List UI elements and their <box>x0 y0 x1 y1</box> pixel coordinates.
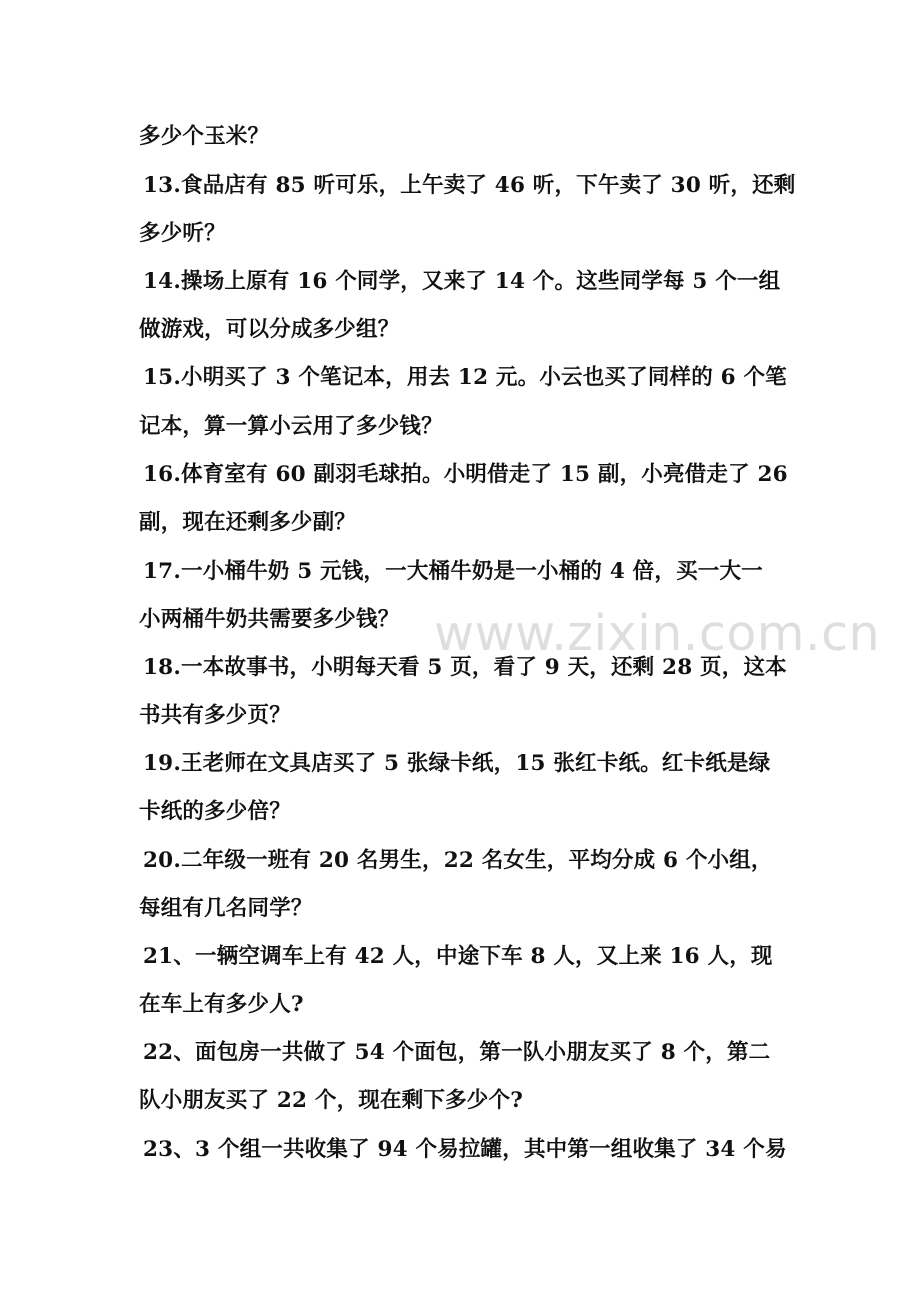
problem-20-line-1: 20.二年级一班有 20 名男生，22 名女生，平均分成 6 个小组， <box>143 848 773 873</box>
problem-23-line-1: 23、3 个组一共收集了 94 个易拉罐，其中第一组收集了 34 个易 <box>143 1137 787 1162</box>
problem-18-line-1: 18.一本故事书，小明每天看 5 页，看了 9 天，还剩 28 页，这本 <box>143 655 787 680</box>
problem-17-line-1: 17.一小桶牛奶 5 元钱，一大桶牛奶是一小桶的 4 倍，买一大一 <box>143 559 763 584</box>
problem-17-line-2: 小两桶牛奶共需要多少钱？ <box>139 607 400 632</box>
watermark: www.zixin.com.cn <box>434 605 881 662</box>
problem-22-line-2: 队小朋友买了 22 个，现在剩下多少个? <box>139 1088 523 1113</box>
problem-16-line-1: 16.体育室有 60 副羽毛球拍。小明借走了 15 副，小亮借走了 26 <box>143 462 788 487</box>
text-line-1: 多少个玉米？ <box>139 124 270 149</box>
problem-15-line-2: 记本，算一算小云用了多少钱？ <box>139 414 443 439</box>
problem-13-line-2: 多少听？ <box>139 221 226 246</box>
problem-13-line-1: 13.食品店有 85 听可乐，上午卖了 46 听，下午卖了 30 听，还剩 <box>143 173 796 198</box>
problem-20-line-2: 每组有几名同学？ <box>139 896 313 921</box>
problem-18-line-2: 书共有多少页？ <box>139 703 291 728</box>
problem-22-line-1: 22、面包房一共做了 54 个面包，第一队小朋友买了 8 个，第二 <box>143 1040 771 1065</box>
problem-19-line-2: 卡纸的多少倍？ <box>139 799 291 824</box>
problem-14-line-1: 14.操场上原有 16 个同学，又来了 14 个。这些同学每 5 个一组 <box>143 269 781 294</box>
problem-21-line-1: 21、一辆空调车上有 42 人，中途下车 8 人，又上来 16 人，现 <box>143 944 773 969</box>
problem-14-line-2: 做游戏，可以分成多少组？ <box>139 317 400 342</box>
problem-16-line-2: 副，现在还剩多少副？ <box>139 510 357 535</box>
problem-15-line-1: 15.小明买了 3 个笔记本，用去 12 元。小云也买了同样的 6 个笔 <box>143 365 787 390</box>
problem-19-line-1: 19.王老师在文具店买了 5 张绿卡纸，15 张红卡纸。红卡纸是绿 <box>143 751 771 776</box>
problem-21-line-2: 在车上有多少人? <box>139 992 304 1017</box>
